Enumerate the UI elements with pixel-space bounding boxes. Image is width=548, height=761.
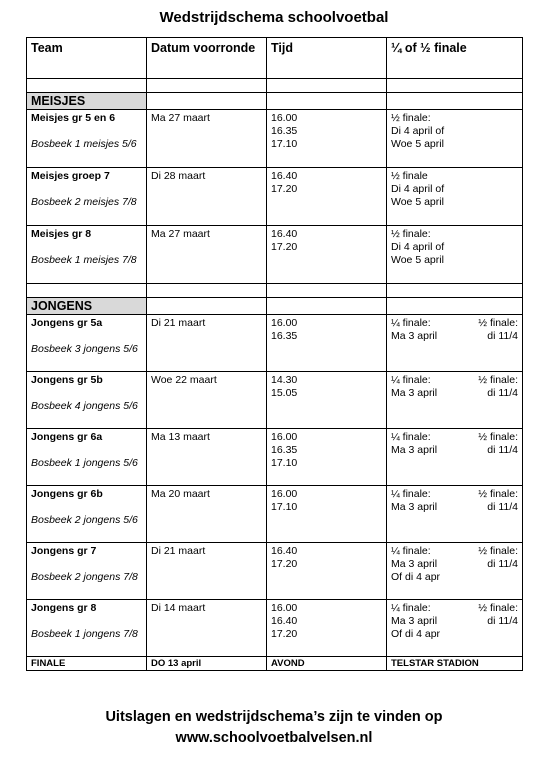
table-row (27, 226, 523, 284)
finale-labels (391, 488, 518, 501)
half-label: ½ finale: (478, 431, 518, 443)
finale-labels (391, 602, 518, 615)
finale-line: Woe 5 april (391, 196, 444, 208)
half-date: di 11/4 (487, 558, 518, 570)
finale-dates (391, 501, 518, 514)
team-cell (27, 486, 147, 543)
tijd-value: 17.20 (271, 558, 298, 570)
finale-dates (391, 444, 518, 457)
finale-line: ½ finale (391, 170, 428, 182)
team-sub: Bosbeek 3 jongens 5/6 (31, 343, 138, 355)
team-cell (27, 110, 147, 168)
datum-cell: Di 21 maart (147, 315, 267, 372)
tijd-cell (267, 226, 387, 284)
section-jongens: JONGENS (27, 298, 147, 315)
table-row (27, 429, 523, 486)
quarter-date: Ma 3 april (391, 615, 438, 627)
tijd-value: 16.40 (271, 170, 298, 182)
tijd-cell (267, 429, 387, 486)
finale-cell (387, 110, 523, 168)
finale-labels (391, 374, 518, 387)
finale-line: Di 4 april of (391, 241, 445, 253)
header-datum: Datum voorronde (147, 38, 267, 79)
tijd-value: 16.40 (271, 615, 298, 627)
document-title: Wedstrijdschema schoolvoetbal (159, 9, 389, 26)
tijd-value: 17.10 (271, 138, 298, 150)
finale-dates (391, 330, 518, 343)
team-cell (27, 600, 147, 657)
datum-cell: Ma 27 maart (147, 226, 267, 284)
finale-cell (387, 600, 523, 657)
tijd-value: 16.35 (271, 330, 298, 342)
quarter-label: ¼ finale: (391, 488, 431, 500)
tijd-value: 16.40 (271, 228, 298, 240)
table-row (27, 315, 523, 372)
finale-datum: DO 13 april (147, 657, 267, 671)
tijd-cell (267, 600, 387, 657)
team-name: Jongens gr 7 (31, 545, 97, 557)
finale-cell (387, 429, 523, 486)
tijd-value: 17.20 (271, 241, 298, 253)
tijd-value: 16.00 (271, 488, 298, 500)
half-date: di 11/4 (487, 387, 518, 399)
quarter-date: Ma 3 april (391, 501, 438, 513)
finale-line: Woe 5 april (391, 254, 444, 266)
half-date: di 11/4 (487, 444, 518, 456)
table-row (27, 600, 523, 657)
team-cell (27, 543, 147, 600)
team-sub: Bosbeek 1 meisjes 7/8 (31, 254, 137, 266)
team-name: Jongens gr 6b (31, 488, 103, 500)
tijd-cell (267, 315, 387, 372)
tijd-value: 17.20 (271, 183, 298, 195)
tijd-cell (267, 486, 387, 543)
datum-cell: Ma 20 maart (147, 486, 267, 543)
footer-link[interactable]: www.schoolvoetbalvelsen.nl (175, 730, 373, 746)
team-sub: Bosbeek 1 jongens 7/8 (31, 628, 138, 640)
finale-cell (387, 372, 523, 429)
tijd-value: 16.00 (271, 602, 298, 614)
finale-labels (391, 317, 518, 330)
finale-cell (387, 486, 523, 543)
quarter-date: Ma 3 april (391, 558, 438, 570)
half-label: ½ finale: (478, 602, 518, 614)
datum-cell: Ma 27 maart (147, 110, 267, 168)
quarter-extra: Of di 4 apr (391, 571, 441, 583)
half-label: ½ finale: (478, 488, 518, 500)
team-sub: Bosbeek 4 jongens 5/6 (31, 400, 138, 412)
tijd-value: 16.35 (271, 125, 298, 137)
team-cell (27, 429, 147, 486)
quarter-label: ¼ finale: (391, 317, 431, 329)
table-row (27, 543, 523, 600)
datum-cell: Di 21 maart (147, 543, 267, 600)
finale-dates (391, 387, 518, 400)
finale-team: FINALE (27, 657, 147, 671)
tijd-value: 16.35 (271, 444, 298, 456)
section-meisjes-row (27, 93, 523, 110)
team-name: Jongens gr 8 (31, 602, 97, 614)
team-name: Meisjes gr 8 (31, 228, 92, 240)
header-tijd: Tijd (267, 38, 387, 79)
half-date: di 11/4 (487, 615, 518, 627)
finale-line: ½ finale: (391, 112, 431, 124)
finale-row (27, 657, 523, 671)
header-finale: ¼ of ½ finale (387, 38, 523, 79)
table-row (27, 168, 523, 226)
finale-dates (391, 615, 518, 628)
tijd-value: 16.00 (271, 317, 298, 329)
team-cell (27, 226, 147, 284)
datum-cell: Di 14 maart (147, 600, 267, 657)
datum-cell: Woe 22 maart (147, 372, 267, 429)
team-cell (27, 315, 147, 372)
team-sub: Bosbeek 2 jongens 5/6 (31, 514, 138, 526)
tijd-value: 15.05 (271, 387, 298, 399)
tijd-value: 17.20 (271, 628, 298, 640)
footer-line1: Uitslagen en wedstrijdschema’s zijn te vinden op (105, 709, 443, 725)
section-jongens-row (27, 298, 523, 315)
quarter-label: ¼ finale: (391, 602, 431, 614)
tijd-cell (267, 168, 387, 226)
team-sub: Bosbeek 1 meisjes 5/6 (31, 138, 137, 150)
quarter-date: Ma 3 april (391, 387, 438, 399)
tijd-cell (267, 372, 387, 429)
half-label: ½ finale: (478, 545, 518, 557)
finale-location: TELSTAR STADION (387, 657, 523, 671)
finale-tijd: AVOND (267, 657, 387, 671)
team-sub: Bosbeek 2 meisjes 7/8 (31, 196, 137, 208)
finale-line: Di 4 april of (391, 183, 445, 195)
spacer-row (27, 284, 523, 298)
schedule-table (26, 37, 523, 671)
team-cell (27, 168, 147, 226)
footer (0, 707, 548, 749)
quarter-label: ¼ finale: (391, 545, 431, 557)
team-name: Meisjes gr 5 en 6 (31, 112, 116, 124)
team-name: Jongens gr 5a (31, 317, 103, 329)
finale-labels (391, 545, 518, 558)
finale-cell (387, 315, 523, 372)
finale-cell (387, 226, 523, 284)
finale-line: Woe 5 april (391, 138, 444, 150)
finale-line: Di 4 april of (391, 125, 445, 137)
tijd-value: 16.00 (271, 112, 298, 124)
finale-labels (391, 431, 518, 444)
tijd-value: 16.00 (271, 431, 298, 443)
quarter-date: Ma 3 april (391, 444, 438, 456)
table-row (27, 110, 523, 168)
finale-cell (387, 168, 523, 226)
tijd-value: 17.10 (271, 501, 298, 513)
section-meisjes: MEISJES (27, 93, 147, 110)
team-sub: Bosbeek 1 jongens 5/6 (31, 457, 138, 469)
half-date: di 11/4 (487, 501, 518, 513)
header-row (27, 38, 523, 79)
quarter-date: Ma 3 april (391, 330, 438, 342)
tijd-cell (267, 110, 387, 168)
tijd-value: 16.40 (271, 545, 298, 557)
finale-line: ½ finale: (391, 228, 431, 240)
tijd-value: 14.30 (271, 374, 298, 386)
team-sub: Bosbeek 2 jongens 7/8 (31, 571, 138, 583)
header-team: Team (27, 38, 147, 79)
spacer-row (27, 79, 523, 93)
finale-dates (391, 558, 518, 571)
datum-cell: Di 28 maart (147, 168, 267, 226)
quarter-label: ¼ finale: (391, 431, 431, 443)
table-row (27, 372, 523, 429)
quarter-label: ¼ finale: (391, 374, 431, 386)
table-row (27, 486, 523, 543)
team-cell (27, 372, 147, 429)
team-name: Jongens gr 5b (31, 374, 103, 386)
tijd-cell (267, 543, 387, 600)
team-name: Meisjes groep 7 (31, 170, 110, 182)
half-label: ½ finale: (478, 374, 518, 386)
half-label: ½ finale: (478, 317, 518, 329)
team-name: Jongens gr 6a (31, 431, 103, 443)
datum-cell: Ma 13 maart (147, 429, 267, 486)
half-date: di 11/4 (487, 330, 518, 342)
quarter-extra: Of di 4 apr (391, 628, 441, 640)
finale-cell (387, 543, 523, 600)
tijd-value: 17.10 (271, 457, 298, 469)
